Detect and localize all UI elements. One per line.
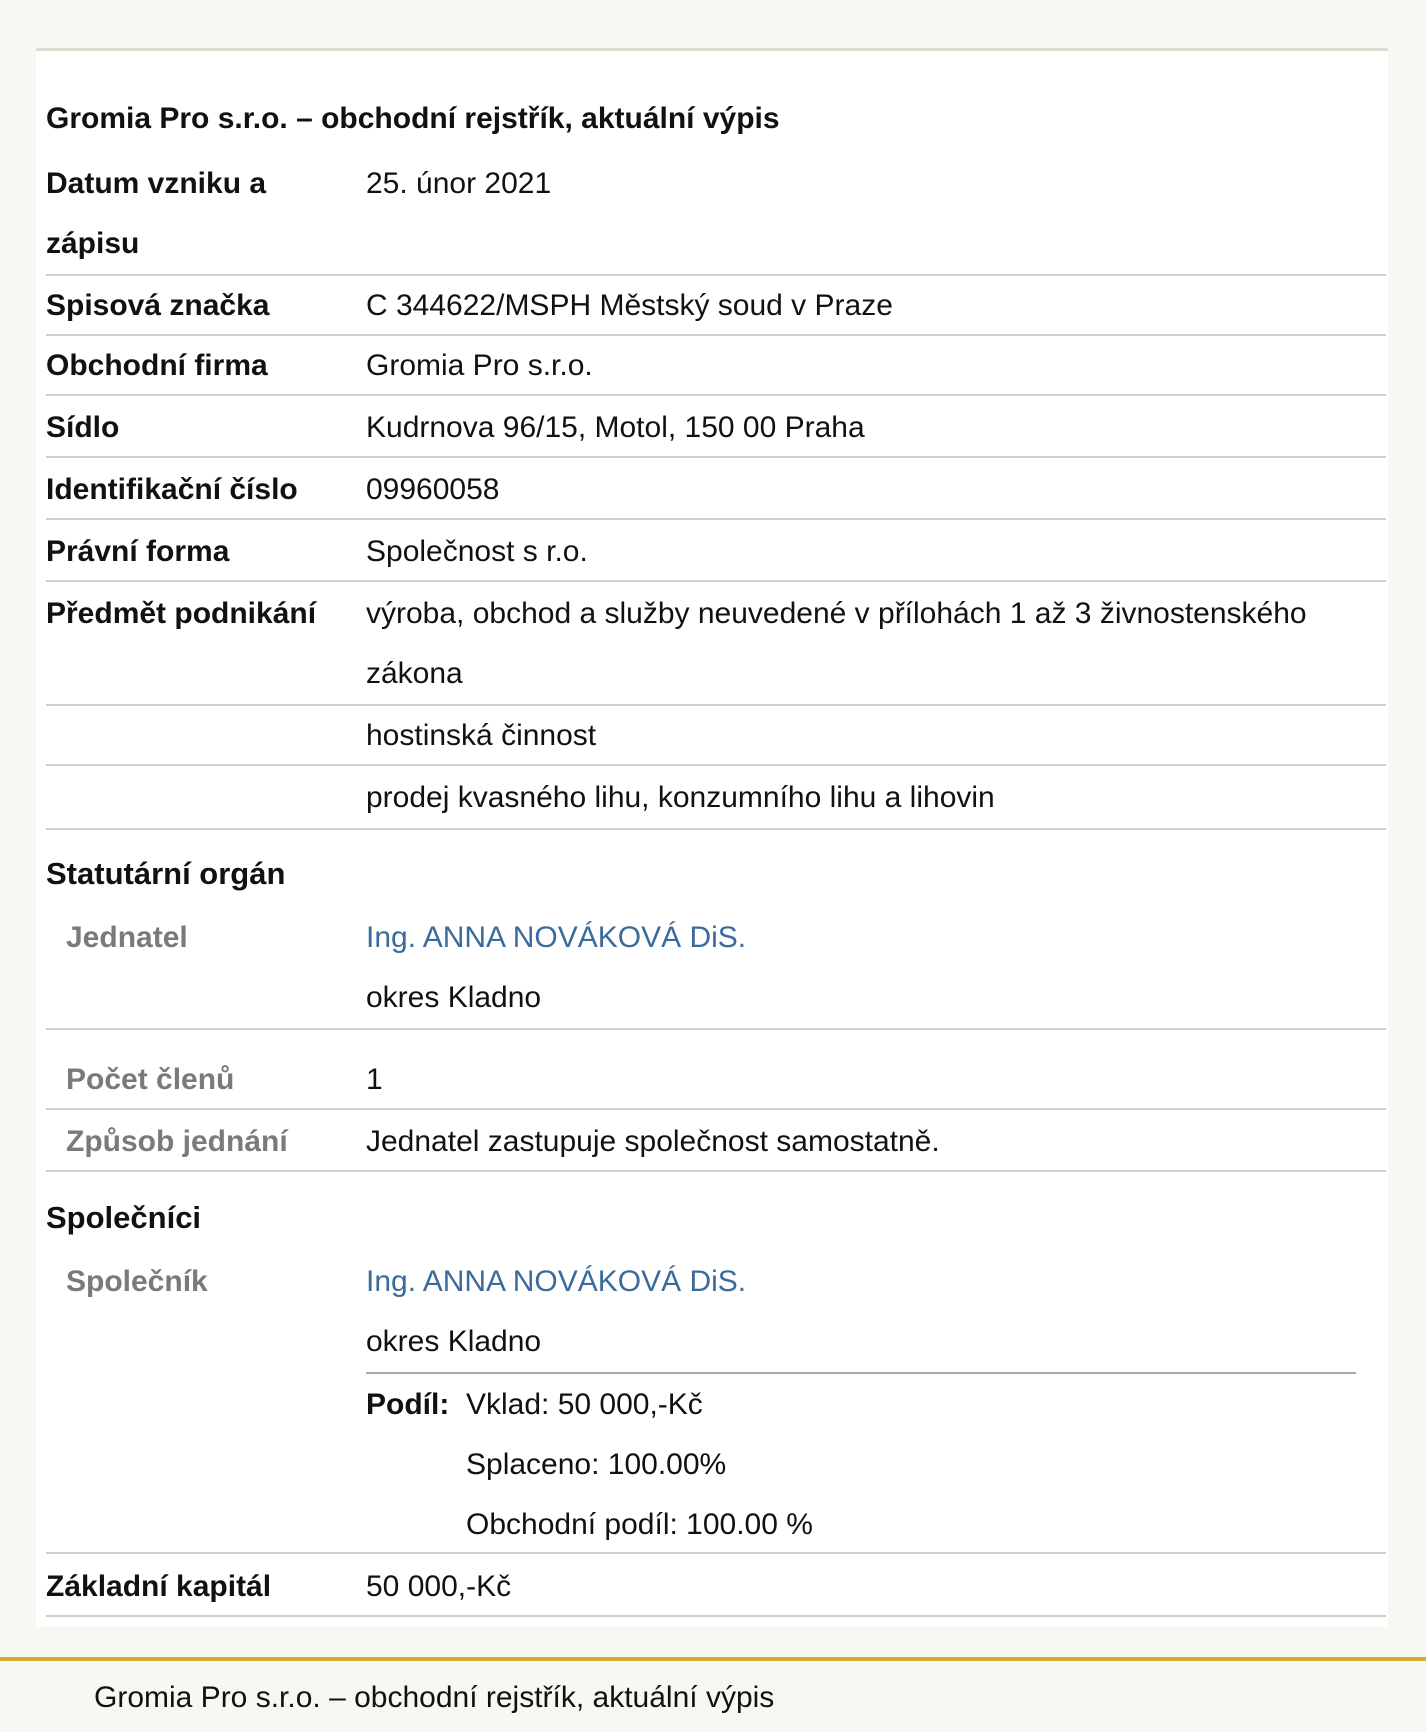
value-jednatel — [366, 908, 1366, 1028]
row-predmet-podnikani-3 — [46, 768, 1386, 830]
label-obchodni-firma: Obchodní firma — [46, 349, 268, 382]
row-sidlo — [46, 398, 1386, 458]
spolecnik-name-link[interactable]: Ing. ANNA NOVÁKOVÁ DiS. — [366, 1265, 747, 1298]
value-splaceno: Splaceno: 100.00% — [466, 1448, 727, 1481]
row-predmet-podnikani-2 — [46, 706, 1386, 766]
footer-caption: Gromia Pro s.r.o. – obchodní rejstřík, aktuální výpis — [94, 1681, 775, 1714]
label-spisova-znacka: Spisová značka — [46, 289, 270, 322]
label-datum-vzniku: Datum vzniku a zápisu — [46, 167, 267, 260]
value-predmet-item: hostinská činnost — [366, 719, 597, 752]
footer-divider — [0, 1657, 1426, 1661]
value-spolecnik — [366, 1252, 1366, 1372]
label-spolecnik: Společník — [66, 1265, 208, 1298]
value-predmet-item: výroba, obchod a služby neuvedené v přílohách 1 až 3 živnostenského zákona — [366, 597, 1307, 690]
label-zakladni-kapital: Základní kapitál — [46, 1570, 272, 1603]
row-zakladni-kapital — [46, 1557, 1386, 1617]
label-pocet-clenu: Počet členů — [66, 1063, 235, 1096]
value-pravni-forma: Společnost s r.o. — [366, 535, 588, 568]
label-sidlo: Sídlo — [46, 411, 120, 444]
row-obchodni-firma — [46, 336, 1386, 396]
value-zakladni-kapital: 50 000,-Kč — [366, 1570, 512, 1603]
value-sidlo: Kudrnova 96/15, Motol, 150 00 Praha — [366, 411, 865, 444]
spolecnik-okres: okres Kladno — [366, 1325, 542, 1358]
row-zpusob-jednani — [46, 1112, 1386, 1172]
section-statutarni-organ: Statutární orgán — [46, 856, 286, 891]
row-pocet-clenu — [46, 1050, 1386, 1110]
value-datum-vzniku: 25. únor 2021 — [366, 167, 552, 200]
value-obchodni-firma: Gromia Pro s.r.o. — [366, 349, 593, 382]
label-podil: Podíl: — [366, 1388, 450, 1421]
section-spolecnici: Společníci — [46, 1200, 202, 1235]
value-vklad: Vklad: 50 000,-Kč — [466, 1388, 703, 1421]
value-zpusob-jednani: Jednatel zastupuje společnost samostatně. — [366, 1125, 940, 1158]
label-predmet-podnikani: Předmět podnikání — [46, 597, 317, 630]
value-predmet-item: prodej kvasného lihu, konzumního lihu a lihovin — [366, 781, 995, 814]
label-identifikacni-cislo: Identifikační číslo — [46, 473, 298, 506]
label-pravni-forma: Právní forma — [46, 535, 230, 568]
row-identifikacni-cislo — [46, 460, 1386, 520]
row-predmet-podnikani — [46, 584, 1386, 706]
row-jednatel — [46, 908, 1386, 1030]
page-title: Gromia Pro s.r.o. – obchodní rejstřík, aktuální výpis — [46, 102, 780, 135]
label-zpusob-jednani: Způsob jednání — [66, 1125, 288, 1158]
row-pravni-forma — [46, 522, 1386, 582]
value-identifikacni-cislo: 09960058 — [366, 473, 500, 506]
value-obchodni-podil: Obchodní podíl: 100.00 % — [466, 1508, 813, 1541]
value-spisova-znacka: C 344622/MSPH Městský soud v Praze — [366, 289, 893, 322]
row-datum-vzniku — [46, 154, 1386, 276]
value-pocet-clenu: 1 — [366, 1063, 383, 1096]
row-spisova-znacka — [46, 276, 1386, 336]
jednatel-name-link[interactable]: Ing. ANNA NOVÁKOVÁ DiS. — [366, 921, 747, 954]
share-divider — [366, 1372, 1356, 1374]
label-jednatel: Jednatel — [66, 921, 188, 954]
jednatel-okres: okres Kladno — [366, 981, 542, 1014]
